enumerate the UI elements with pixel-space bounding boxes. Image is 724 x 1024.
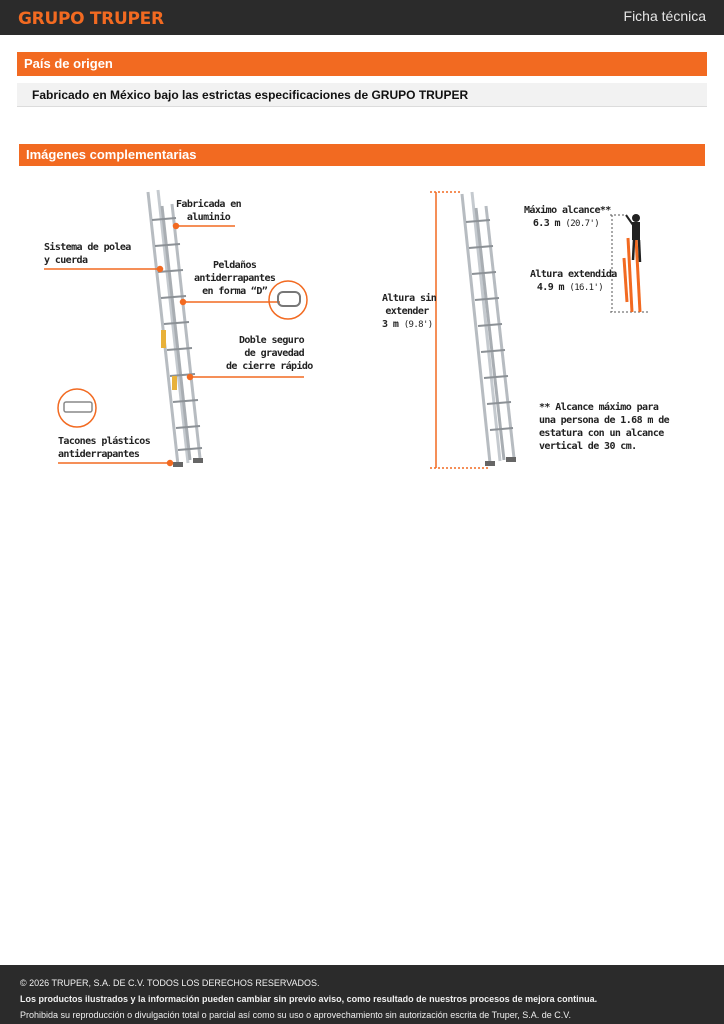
extended-ladder-with-person [610,214,650,312]
reproduction-notice: Prohibida su reproducción o divulgación total o parcial así como su uso o aprovechamiento sin autorización escrita de Truper, S.A. de C.V. [20,1010,571,1020]
reach-footnote: ** Alcance máximo para una persona de 1.68 m de estatura con un alcance vertical de 30 cm. [539,402,670,452]
label-aluminum: Fabricada en aluminio [176,199,242,223]
label-pulley: Sistema de polea y cuerda [44,242,131,266]
left-ladder [148,190,203,467]
right-ladder [462,192,516,466]
truper-logo: GRUPO TRUPER [18,9,164,29]
copyright-text: © 2026 TRUPER, S.A. DE C.V. TODOS LOS DERECHOS RESERVADOS. [20,978,320,988]
disclaimer-text: Los productos ilustrados y la información pueden cambiar sin previo aviso, como resultado de nuestros procesos de mejora continua. [20,994,598,1004]
origin-text: Fabricado en México bajo las estrictas especificaciones de GRUPO TRUPER [17,83,707,107]
label-closed-height: Altura sin extender 3 m (9.8') [382,293,437,330]
document-type: Ficha técnica [623,8,706,24]
footer [0,965,724,1024]
top-bar [0,0,724,35]
ladder-illustration [30,180,700,480]
label-max-reach: Máximo alcance** 6.3 m (20.7') [524,205,611,229]
origin-section-title: País de origen [17,52,707,76]
plastic-feet-detail-icon [58,389,96,427]
label-gravity-lock: Doble seguro de gravedad de cierre rápido [226,335,313,372]
label-extended-height: Altura extendida 4.9 m (16.1') [530,269,617,293]
images-section-title: Imágenes complementarias [19,144,705,166]
label-d-rungs: Peldaños antiderrapantes en forma “D” [194,260,276,297]
label-plastic-feet: Tacones plásticos antiderrapantes [58,436,151,460]
